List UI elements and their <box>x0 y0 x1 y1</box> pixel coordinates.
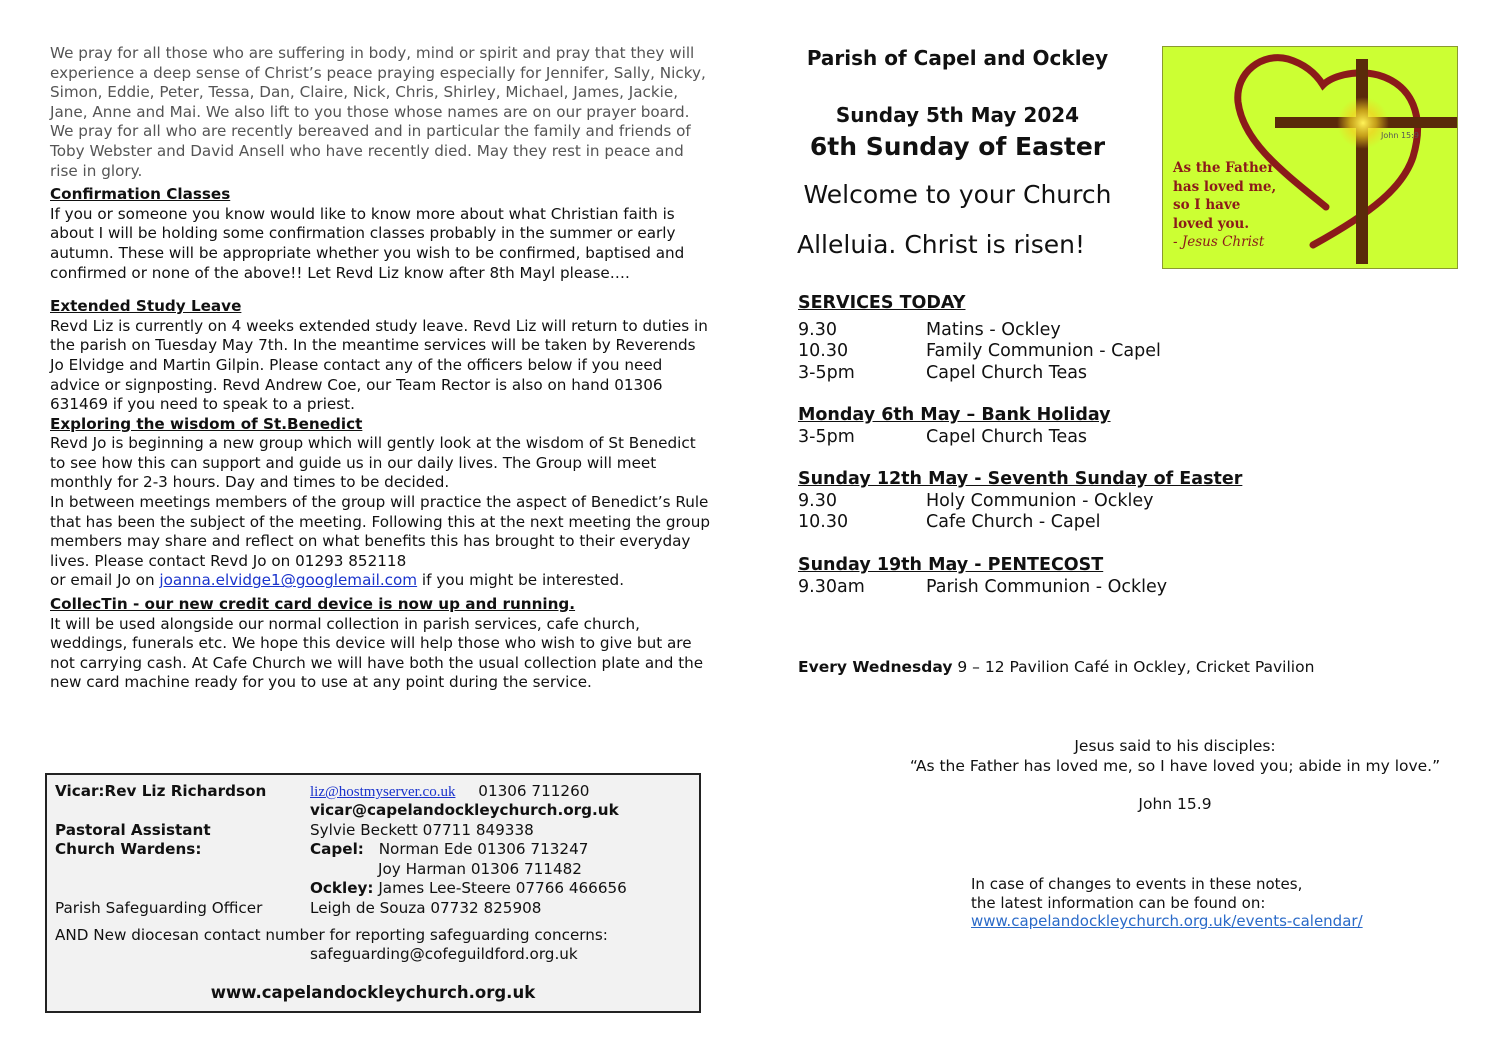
church-website: www.capelandockleychurch.org.uk <box>210 983 536 1002</box>
left-column <box>50 44 710 693</box>
section-heading: Confirmation Classes <box>50 185 231 204</box>
wednesday-notice <box>798 658 1314 676</box>
prayer-paragraph: We pray for all those who are suffering in body, mind or spirit and pray that they will experience a deep sense of Christ’s peace praying especially for Jennifer, Sally, Nicky, Simon, Eddie, Peter, Tessa, Dan, Claire, Nick, Chris, Shirley, Michael, James, Jackie, Jane, Anne and Mai. We also lift to you those whose names are on our prayer board. We pray for all who are recently bereaved and in particular the family and friends of Toby Webster and David Ansell who have recently died. May they rest in peace and rise in glory. <box>50 44 706 180</box>
image-caption <box>1173 159 1276 252</box>
vicar-email-2: vicar@capelandockleychurch.org.uk <box>310 801 619 819</box>
capel-warden-row <box>310 840 588 860</box>
ockley-warden: James Lee-Steere 07766 466656 <box>378 879 627 897</box>
service-row <box>798 320 1161 342</box>
service-row <box>798 491 1242 513</box>
service-event: Family Communion - Capel <box>926 341 1161 361</box>
capel-warden-1: Norman Ede 01306 713247 <box>378 840 589 858</box>
services-heading: Sunday 12th May - Seventh Sunday of Easter <box>798 469 1243 489</box>
services-today <box>798 293 1161 384</box>
email-link-jo[interactable]: joanna.elvidge1@googlemail.com <box>159 571 418 590</box>
services-heading: Monday 6th May – Bank Holiday <box>798 405 1111 425</box>
service-event: Cafe Church - Capel <box>926 512 1101 532</box>
section-collectin <box>50 595 710 693</box>
service-date: Sunday 5th May 2024 <box>835 103 1080 127</box>
changes-line-1: In case of changes to events in these notes, <box>971 875 1303 893</box>
liturgical-occasion: 6th Sunday of Easter <box>809 132 1106 161</box>
service-event: Capel Church Teas <box>926 426 1088 447</box>
section-confirmation <box>50 185 710 283</box>
welcome-heading: Welcome to your Church <box>803 180 1112 209</box>
services-19th-may <box>798 555 1167 598</box>
heart-cross-image <box>1162 46 1458 269</box>
caption-line: As the Father <box>1173 160 1275 176</box>
image-reference: John 15:9 <box>1381 131 1419 140</box>
quote-text: “As the Father has loved me, so I have loved you; abide in my love.” <box>909 756 1441 775</box>
section-heading: CollecTin - our new credit card device is now up and running. <box>50 595 576 614</box>
alleluia-heading: Alleluia. Christ is risen! <box>797 230 1086 259</box>
vicar-phone: 01306 711260 <box>478 782 590 800</box>
email-line <box>50 571 710 591</box>
section-body: Revd Jo is beginning a new group which will gently look at the wisdom of St Benedict to see how this can support and guide us in our daily lives. The Group will meet monthly for 2-3 hours. Day and times to be decided. <box>50 434 696 492</box>
wednesday-text: 9 – 12 Pavilion Café in Ockley, Cricket Pavilion <box>952 658 1315 676</box>
service-event: Holy Communion - Ockley <box>926 490 1154 511</box>
service-event: Parish Communion - Ockley <box>926 576 1168 597</box>
service-time: 3-5pm <box>798 362 855 383</box>
pastoral-label: Pastoral Assistant <box>55 821 211 839</box>
parish-title: Parish of Capel and Ockley <box>806 46 1109 70</box>
quote-reference: John 15.9 <box>1138 795 1212 813</box>
capel-label: Capel: <box>310 840 364 858</box>
section-benedict <box>50 415 710 591</box>
services-heading: SERVICES TODAY <box>798 293 966 313</box>
scripture-quote <box>880 737 1470 815</box>
safeguarding-value: Leigh de Souza 07732 825908 <box>310 899 542 917</box>
cross-glow <box>1337 97 1389 149</box>
service-row <box>798 577 1167 599</box>
service-time: 3-5pm <box>798 426 855 447</box>
service-row <box>798 512 1242 534</box>
service-row <box>798 341 1161 363</box>
section-study-leave <box>50 297 710 415</box>
events-calendar-link[interactable]: www.capelandockleychurch.org.uk/events-calendar/ <box>971 912 1363 930</box>
capel-warden-2: Joy Harman 01306 711482 <box>378 860 582 878</box>
cross-vertical <box>1356 59 1368 264</box>
section-body: It will be used alongside our normal collection in parish services, cafe church, weddings, funerals etc. We hope this device will help those who wish to give but are not carrying cash. At Cafe Church we will have both the usual collection plate and the new card machine ready for you to use at any point during the service. <box>50 614 704 692</box>
section-body-2: In between meetings members of the group will practice the aspect of Benedict’s Rule that has been the subject of the meeting. Following this at the next meeting the group members may share and reflect on what benefits this has brought to their everyday lives. Please contact Revd Jo on 01293 852118 <box>50 493 710 570</box>
vicar-email-link[interactable]: liz@hostmyserver.co.uk <box>310 784 456 800</box>
services-heading: Sunday 19th May - PENTECOST <box>798 555 1104 575</box>
diocesan-note: AND New diocesan contact number for reporting safeguarding concerns: <box>55 926 608 944</box>
services-12th-may <box>798 469 1242 534</box>
service-time: 10.30 <box>798 341 849 361</box>
quote-intro: Jesus said to his disciples: <box>1074 737 1276 755</box>
service-time: 10.30 <box>798 512 849 532</box>
ockley-warden-row <box>310 879 627 899</box>
section-body: Revd Liz is currently on 4 weeks extended study leave. Revd Liz will return to duties in the parish on Tuesday May 7th. In the meantime services will be taken by Reverends Jo Elvidge and Martin Gilpin. Please contact any of the officers below if you need advice or signposting. Revd Andrew Coe, our Team Rector is also on hand 01306 631469 if you need to speak to a priest. <box>50 316 708 414</box>
caption-line: so I have <box>1173 197 1241 213</box>
email-prefix: or email Jo on <box>50 571 160 590</box>
services-monday <box>798 405 1111 448</box>
service-row <box>798 363 1161 385</box>
caption-signature: - Jesus Christ <box>1173 234 1265 250</box>
section-heading: Exploring the wisdom of St.Benedict <box>50 414 363 433</box>
safeguarding-label: Parish Safeguarding Officer <box>55 899 263 917</box>
service-event: Capel Church Teas <box>926 362 1088 383</box>
caption-line: loved you. <box>1173 215 1250 232</box>
email-suffix: if you might be interested. <box>417 571 625 590</box>
service-time: 9.30 <box>798 319 837 340</box>
service-event: Matins - Ockley <box>926 319 1061 340</box>
ockley-label: Ockley: <box>310 879 374 897</box>
section-heading: Extended Study Leave <box>50 297 242 316</box>
wednesday-label: Every Wednesday <box>798 658 953 676</box>
pastoral-value: Sylvie Beckett 07711 849338 <box>310 821 534 839</box>
changes-notice <box>971 875 1363 931</box>
service-time: 9.30am <box>798 576 865 597</box>
wardens-label: Church Wardens: <box>55 840 202 858</box>
section-body: If you or someone you know would like to know more about what Christian faith is about I will be holding some confirmation classes probably in the summer or early autumn. These will be appropriate whether you wish to be confirmed, baptised and confirmed or none of the above!! Let Revd Liz know after 8th Mayl please…. <box>50 204 685 282</box>
vicar-label: Vicar:Rev Liz Richardson <box>55 782 267 800</box>
changes-line-2: the latest information can be found on: <box>971 893 1266 912</box>
caption-line: has loved me, <box>1173 178 1277 195</box>
service-time: 9.30 <box>798 490 837 511</box>
contact-box <box>45 773 701 1013</box>
service-row <box>798 427 1111 449</box>
vicar-contact <box>310 782 589 803</box>
diocesan-email: safeguarding@cofeguildford.org.uk <box>310 945 578 963</box>
